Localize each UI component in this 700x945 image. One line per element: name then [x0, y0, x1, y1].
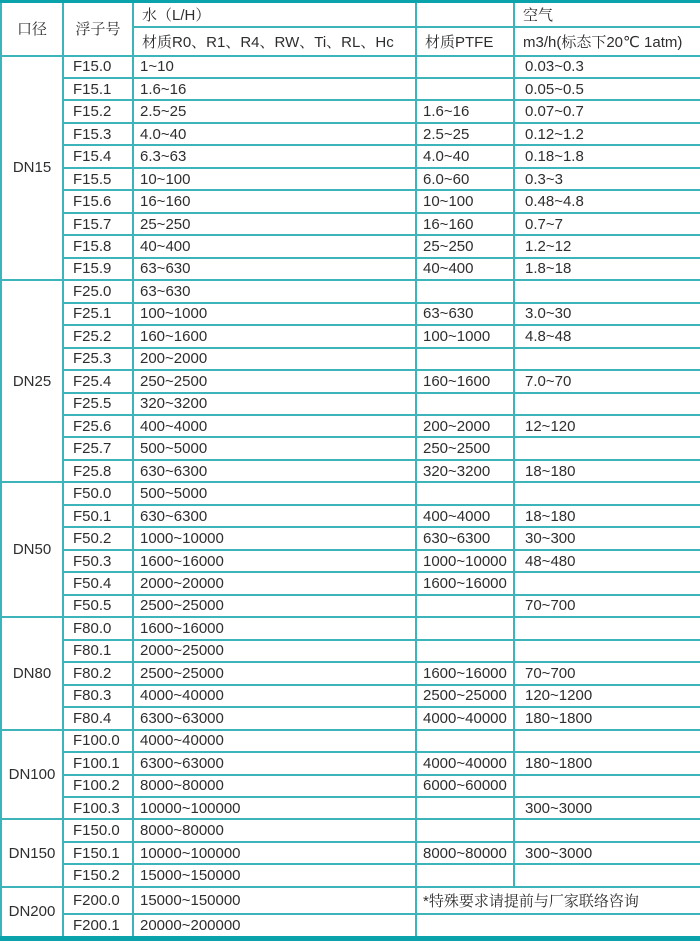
cell-air-range: 4.8~48 — [514, 325, 700, 347]
cell-float-number: F100.1 — [63, 752, 133, 774]
table-row — [1, 730, 700, 752]
cell-float-number: F15.8 — [63, 235, 133, 257]
cell-water-ptfe: 2.5~25 — [416, 123, 514, 145]
header-float-no: 浮子号 — [63, 2, 133, 56]
cell-water-ptfe: 1600~16000 — [416, 572, 514, 594]
cell-water-metal: 15000~150000 — [133, 864, 416, 886]
header-row-1 — [1, 2, 700, 27]
cell-air-range: 70~700 — [514, 662, 700, 684]
cell-float-number: F15.2 — [63, 100, 133, 122]
cell-air-range — [514, 348, 700, 370]
table-header — [1, 2, 700, 56]
cell-water-ptfe — [416, 797, 514, 819]
cell-float-number: F50.3 — [63, 550, 133, 572]
cell-air-range — [514, 640, 700, 662]
cell-float-number: F25.0 — [63, 280, 133, 302]
cell-air-range — [514, 617, 700, 639]
cell-air-range: 0.05~0.5 — [514, 78, 700, 100]
cell-water-metal: 160~1600 — [133, 325, 416, 347]
table-row — [1, 100, 700, 122]
cell-water-ptfe — [416, 730, 514, 752]
cell-water-metal: 10000~100000 — [133, 842, 416, 864]
table-row — [1, 145, 700, 167]
cell-water-metal: 2000~20000 — [133, 572, 416, 594]
cell-water-ptfe — [416, 393, 514, 415]
table-row — [1, 190, 700, 212]
cell-air-range — [514, 280, 700, 302]
cell-water-ptfe: 1.6~16 — [416, 100, 514, 122]
table-row — [1, 617, 700, 639]
cell-float-number: F80.4 — [63, 707, 133, 729]
table-row — [1, 123, 700, 145]
table-row — [1, 460, 700, 482]
cell-water-ptfe: 2500~25000 — [416, 685, 514, 707]
cell-water-ptfe — [416, 56, 514, 78]
cell-float-number: F50.2 — [63, 527, 133, 549]
cell-water-metal: 2500~25000 — [133, 662, 416, 684]
cell-water-ptfe: 16~160 — [416, 213, 514, 235]
cell-float-number: F25.1 — [63, 303, 133, 325]
cell-diameter: DN100 — [1, 730, 63, 820]
cell-water-ptfe: 6000~60000 — [416, 775, 514, 797]
cell-air-range — [514, 482, 700, 504]
table-row — [1, 887, 700, 914]
header-air-group: 空气 — [514, 2, 700, 27]
cell-float-number: F50.5 — [63, 595, 133, 617]
cell-water-metal: 2000~25000 — [133, 640, 416, 662]
cell-air-range: 30~300 — [514, 527, 700, 549]
cell-diameter: DN50 — [1, 482, 63, 617]
cell-float-number: F80.2 — [63, 662, 133, 684]
cell-air-range: 180~1800 — [514, 707, 700, 729]
cell-water-ptfe — [416, 819, 514, 841]
cell-water-metal: 630~6300 — [133, 460, 416, 482]
header-water-metal: 材质R0、R1、R4、RW、Ti、RL、Hc — [133, 27, 416, 56]
cell-air-range — [514, 572, 700, 594]
cell-diameter: DN15 — [1, 56, 63, 281]
cell-water-ptfe: 400~4000 — [416, 505, 514, 527]
cell-water-metal: 500~5000 — [133, 437, 416, 459]
cell-float-number: F100.2 — [63, 775, 133, 797]
cell-water-metal: 4000~40000 — [133, 685, 416, 707]
cell-diameter: DN25 — [1, 280, 63, 482]
cell-water-ptfe: 250~2500 — [416, 437, 514, 459]
cell-float-number: F50.4 — [63, 572, 133, 594]
cell-air-range: 18~180 — [514, 505, 700, 527]
cell-float-number: F15.7 — [63, 213, 133, 235]
table-row — [1, 662, 700, 684]
cell-water-metal: 40~400 — [133, 235, 416, 257]
cell-float-number: F100.0 — [63, 730, 133, 752]
cell-float-number: F50.1 — [63, 505, 133, 527]
cell-diameter: DN200 — [1, 887, 63, 939]
header-air-unit: m3/h(标态下20℃ 1atm) — [514, 27, 700, 56]
cell-water-metal: 63~630 — [133, 280, 416, 302]
cell-air-range: 0.07~0.7 — [514, 100, 700, 122]
cell-air-range: 0.03~0.3 — [514, 56, 700, 78]
table-row — [1, 640, 700, 662]
table-body — [1, 56, 700, 939]
cell-water-metal: 1000~10000 — [133, 527, 416, 549]
cell-air-range — [514, 393, 700, 415]
table-row — [1, 415, 700, 437]
cell-water-metal: 8000~80000 — [133, 775, 416, 797]
cell-air-range: 7.0~70 — [514, 370, 700, 392]
table-row — [1, 914, 700, 938]
cell-water-ptfe: 6.0~60 — [416, 168, 514, 190]
cell-float-number: F50.0 — [63, 482, 133, 504]
cell-float-number: F200.0 — [63, 887, 133, 914]
cell-water-metal: 250~2500 — [133, 370, 416, 392]
cell-water-metal: 6300~63000 — [133, 752, 416, 774]
table-row — [1, 685, 700, 707]
cell-water-metal: 1600~16000 — [133, 550, 416, 572]
cell-float-number: F25.5 — [63, 393, 133, 415]
cell-water-metal: 8000~80000 — [133, 819, 416, 841]
cell-float-number: F25.4 — [63, 370, 133, 392]
table-row — [1, 775, 700, 797]
cell-water-metal: 4.0~40 — [133, 123, 416, 145]
cell-water-ptfe — [416, 595, 514, 617]
cell-float-number: F15.5 — [63, 168, 133, 190]
cell-water-metal: 320~3200 — [133, 393, 416, 415]
table-row — [1, 550, 700, 572]
cell-diameter: DN150 — [1, 819, 63, 886]
cell-air-range: 300~3000 — [514, 842, 700, 864]
cell-float-number: F80.3 — [63, 685, 133, 707]
cell-float-number: F80.0 — [63, 617, 133, 639]
table-row — [1, 348, 700, 370]
cell-water-ptfe: 10~100 — [416, 190, 514, 212]
cell-water-ptfe: 160~1600 — [416, 370, 514, 392]
table-row — [1, 213, 700, 235]
cell-water-metal: 6.3~63 — [133, 145, 416, 167]
cell-diameter: DN80 — [1, 617, 63, 729]
cell-air-range: 1.2~12 — [514, 235, 700, 257]
table-row — [1, 482, 700, 504]
cell-air-range — [514, 864, 700, 886]
table-row — [1, 505, 700, 527]
cell-float-number: F25.8 — [63, 460, 133, 482]
cell-float-number: F15.1 — [63, 78, 133, 100]
cell-float-number: F80.1 — [63, 640, 133, 662]
table-row — [1, 393, 700, 415]
cell-air-range: 0.48~4.8 — [514, 190, 700, 212]
cell-water-ptfe: 8000~80000 — [416, 842, 514, 864]
cell-water-metal: 100~1000 — [133, 303, 416, 325]
table-row — [1, 56, 700, 78]
table-row — [1, 595, 700, 617]
cell-float-number: F15.4 — [63, 145, 133, 167]
cell-water-metal: 15000~150000 — [133, 887, 416, 914]
cell-note — [416, 914, 700, 938]
table-row — [1, 572, 700, 594]
table-row — [1, 168, 700, 190]
cell-water-ptfe — [416, 864, 514, 886]
cell-water-metal: 1600~16000 — [133, 617, 416, 639]
cell-water-metal: 6300~63000 — [133, 707, 416, 729]
table-row — [1, 303, 700, 325]
cell-water-ptfe: 320~3200 — [416, 460, 514, 482]
cell-water-metal: 500~5000 — [133, 482, 416, 504]
cell-water-ptfe — [416, 348, 514, 370]
cell-air-range: 300~3000 — [514, 797, 700, 819]
cell-water-ptfe: 63~630 — [416, 303, 514, 325]
cell-water-metal: 2.5~25 — [133, 100, 416, 122]
cell-water-metal: 10~100 — [133, 168, 416, 190]
cell-air-range: 0.7~7 — [514, 213, 700, 235]
cell-float-number: F200.1 — [63, 914, 133, 938]
table-row — [1, 258, 700, 280]
cell-water-metal: 200~2000 — [133, 348, 416, 370]
cell-air-range: 12~120 — [514, 415, 700, 437]
table-row — [1, 527, 700, 549]
cell-air-range: 1.8~18 — [514, 258, 700, 280]
cell-float-number: F25.7 — [63, 437, 133, 459]
cell-water-metal: 20000~200000 — [133, 914, 416, 938]
cell-float-number: F150.2 — [63, 864, 133, 886]
cell-water-metal: 630~6300 — [133, 505, 416, 527]
cell-water-metal: 1~10 — [133, 56, 416, 78]
cell-air-range: 18~180 — [514, 460, 700, 482]
cell-float-number: F25.2 — [63, 325, 133, 347]
table-row — [1, 437, 700, 459]
cell-float-number: F150.0 — [63, 819, 133, 841]
cell-air-range: 0.12~1.2 — [514, 123, 700, 145]
cell-air-range: 120~1200 — [514, 685, 700, 707]
cell-air-range: 3.0~30 — [514, 303, 700, 325]
cell-water-ptfe — [416, 482, 514, 504]
cell-float-number: F15.0 — [63, 56, 133, 78]
cell-float-number: F100.3 — [63, 797, 133, 819]
cell-air-range: 70~700 — [514, 595, 700, 617]
table-row — [1, 78, 700, 100]
cell-water-ptfe: 4000~40000 — [416, 707, 514, 729]
cell-float-number: F15.9 — [63, 258, 133, 280]
cell-float-number: F15.3 — [63, 123, 133, 145]
cell-water-ptfe: 100~1000 — [416, 325, 514, 347]
cell-air-range: 48~480 — [514, 550, 700, 572]
header-water-group: 水（L/H） — [133, 2, 416, 27]
cell-water-ptfe: 200~2000 — [416, 415, 514, 437]
cell-water-ptfe — [416, 280, 514, 302]
header-diameter: 口径 — [1, 2, 63, 56]
cell-water-ptfe: 630~6300 — [416, 527, 514, 549]
cell-air-range — [514, 819, 700, 841]
table-row — [1, 325, 700, 347]
header-water-spacer — [416, 2, 514, 27]
cell-float-number: F25.6 — [63, 415, 133, 437]
cell-water-metal: 2500~25000 — [133, 595, 416, 617]
cell-air-range: 180~1800 — [514, 752, 700, 774]
cell-water-ptfe: 25~250 — [416, 235, 514, 257]
cell-air-range: 0.18~1.8 — [514, 145, 700, 167]
header-water-ptfe: 材质PTFE — [416, 27, 514, 56]
cell-water-metal: 25~250 — [133, 213, 416, 235]
cell-air-range — [514, 775, 700, 797]
cell-water-ptfe: 1600~16000 — [416, 662, 514, 684]
cell-water-metal: 1.6~16 — [133, 78, 416, 100]
cell-water-ptfe: 40~400 — [416, 258, 514, 280]
table-row — [1, 235, 700, 257]
cell-air-range — [514, 437, 700, 459]
cell-water-metal: 400~4000 — [133, 415, 416, 437]
cell-water-ptfe — [416, 78, 514, 100]
cell-water-metal: 63~630 — [133, 258, 416, 280]
table-row — [1, 707, 700, 729]
cell-water-ptfe: 1000~10000 — [416, 550, 514, 572]
table-row — [1, 842, 700, 864]
table-row — [1, 280, 700, 302]
table-row — [1, 752, 700, 774]
table-row — [1, 797, 700, 819]
cell-water-metal: 4000~40000 — [133, 730, 416, 752]
cell-note: *特殊要求请提前与厂家联络咨询 — [416, 887, 700, 914]
table-row — [1, 864, 700, 886]
cell-air-range: 0.3~3 — [514, 168, 700, 190]
cell-water-ptfe: 4.0~40 — [416, 145, 514, 167]
table-row — [1, 370, 700, 392]
cell-float-number: F150.1 — [63, 842, 133, 864]
cell-water-ptfe: 4000~40000 — [416, 752, 514, 774]
cell-water-metal: 10000~100000 — [133, 797, 416, 819]
cell-air-range — [514, 730, 700, 752]
cell-float-number: F25.3 — [63, 348, 133, 370]
cell-water-metal: 16~160 — [133, 190, 416, 212]
cell-water-ptfe — [416, 640, 514, 662]
table-row — [1, 819, 700, 841]
cell-water-ptfe — [416, 617, 514, 639]
cell-float-number: F15.6 — [63, 190, 133, 212]
